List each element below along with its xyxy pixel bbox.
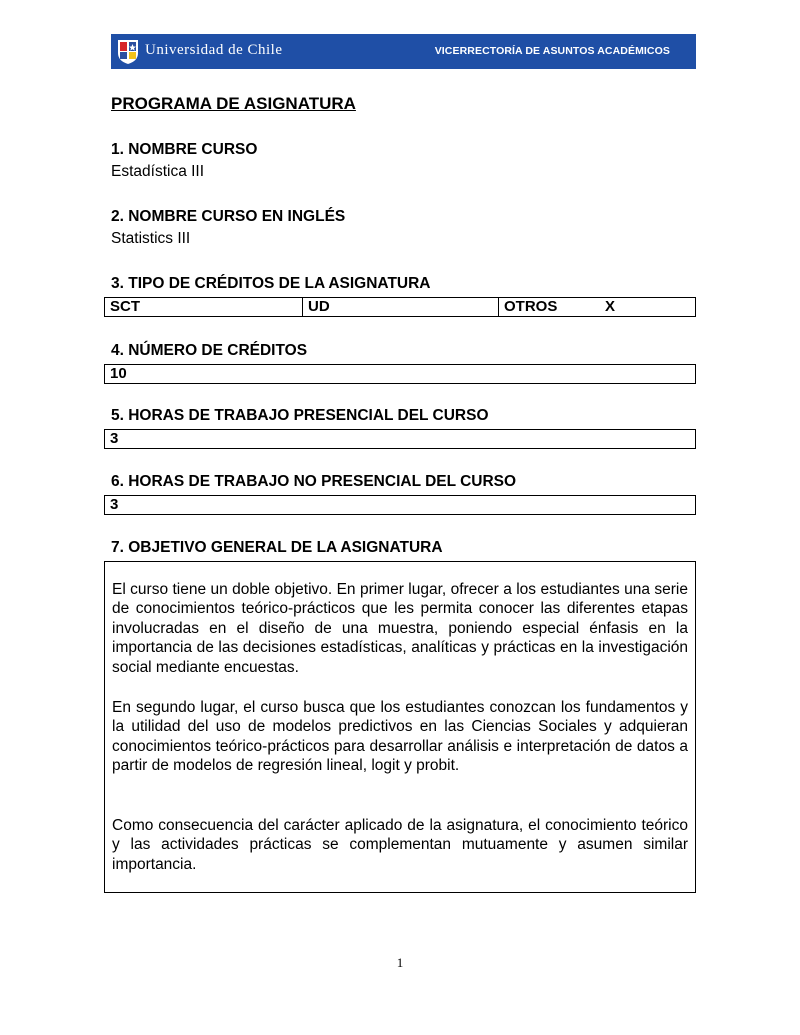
credit-type-mark: X xyxy=(605,298,616,315)
section-6-heading: 6. HORAS DE TRABAJO NO PRESENCIAL DEL CURSO xyxy=(111,473,517,490)
objective-paragraph: En segundo lugar, el curso busca que los estudiantes conozcan los fundamentos y la utilidad del uso de modelos predictivos en las Ciencias Sociales y adquieran conocimientos teórico-prácticos para desarrollar análisis e interpretación de datos a partir de modelos de regresión lineal, logit y probit. xyxy=(112,699,688,775)
section-5-heading: 5. HORAS DE TRABAJO PRESENCIAL DEL CURSO xyxy=(111,407,489,424)
university-crest-icon xyxy=(116,38,140,65)
course-name-english: Statistics III xyxy=(111,230,191,247)
objective-paragraph: Como consecuencia del carácter aplicado de la asignatura, el conocimiento teórico y las actividades prácticas se complementan mutuamente y asumen similar importancia. xyxy=(112,817,688,873)
page-number: 1 xyxy=(396,955,404,970)
presential-hours-box xyxy=(104,429,696,449)
non-presential-hours-box xyxy=(104,495,696,515)
credit-type-ud: UD xyxy=(302,298,330,316)
university-name: Universidad de Chile xyxy=(145,42,283,58)
non-presential-hours-value: 3 xyxy=(110,496,119,513)
presential-hours-value: 3 xyxy=(110,430,119,447)
objective-paragraph: El curso tiene un doble objetivo. En primer lugar, ofrecer a los estudiantes una serie de conocimientos teórico-prácticos que les permita conocer las diferentes etapas involucradas en el diseño de una muestra, poniendo especial énfasis en la importancia de las decisiones estadísticas, analíticas y prácticas en la investigación social mediante encuestas. xyxy=(112,581,688,676)
credit-type-table xyxy=(104,297,696,317)
section-3-heading: 3. TIPO DE CRÉDITOS DE LA ASIGNATURA xyxy=(111,275,431,292)
course-name: Estadística III xyxy=(111,163,205,180)
section-1-heading: 1. NOMBRE CURSO xyxy=(111,141,258,158)
section-2-heading: 2. NOMBRE CURSO EN INGLÉS xyxy=(111,208,346,225)
section-4-heading: 4. NÚMERO DE CRÉDITOS xyxy=(111,342,308,359)
credits-box xyxy=(104,364,696,384)
credits-value: 10 xyxy=(110,365,127,382)
header-banner xyxy=(111,34,696,69)
page-title: PROGRAMA DE ASIGNATURA xyxy=(111,94,356,113)
vicerrectoria-label: VICERRECTORÍA DE ASUNTOS ACADÉMICOS xyxy=(434,45,670,57)
credit-type-sct: SCT xyxy=(110,298,140,315)
objective-box xyxy=(104,561,696,893)
section-7-heading: 7. OBJETIVO GENERAL DE LA ASIGNATURA xyxy=(111,539,443,556)
credit-type-otros: OTROS xyxy=(498,298,557,316)
